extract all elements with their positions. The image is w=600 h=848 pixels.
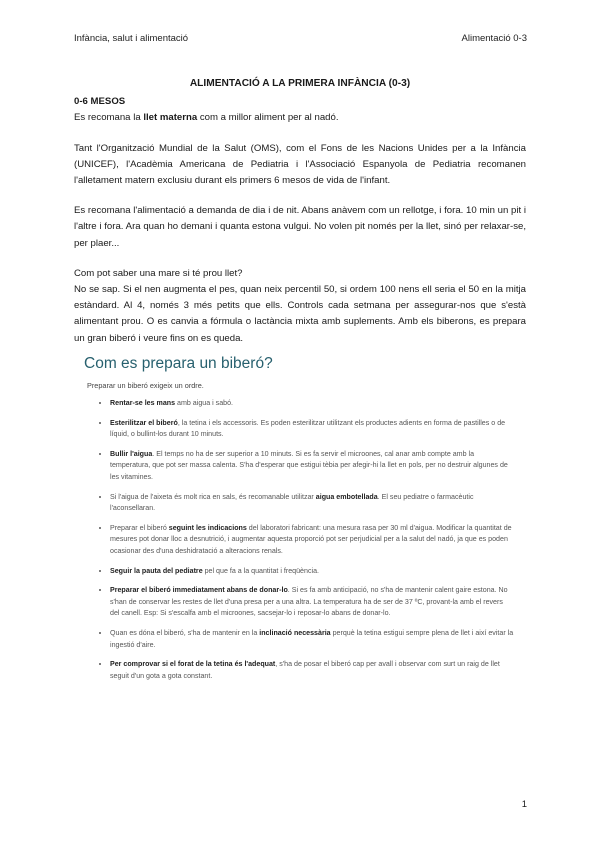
item-bold: Esterilitzar el biberó [110,418,178,427]
item-bold: Rentar-se les mans [110,399,176,407]
item-text: . Si es fa amb anticipació, no s'ha de mantenir calent gaire estona. No s'han de conservar les restes de llet d'una presa per a una altra. La temperatura ha de ser de 37 ºC, provant-la amb el revers del canell. Esp: Si s'escalfa amb el microones, sacsejar-lo i reposar-lo abans de donar-lo. [110,586,508,618]
item-bold: aigua embotellada [315,492,378,501]
item-text: pel que fa a la quantitat i freqüència. [202,566,319,575]
main-content [74,76,526,347]
embedded-biberon-guide [84,355,514,690]
list-item [110,523,514,558]
list-item [110,628,514,651]
list-item [110,449,514,484]
embed-intro: Preparar un biberó exigeix un ordre. [87,381,204,390]
item-text: . El temps no ha de ser superior a 10 minuts. Si es fa servir el microones, cal anar amb compte amb la temperatura, que pot ser massa calenta. S'ha d'esperar que estigui tèbia per afegir-hi la llet en pols, per no destruir algunes de les vitamines. [110,449,508,481]
item-text: , s'ha de posar el biberó cap per avall i observar com surt un raig de llet seguit d'un gota a gota constant. [110,660,500,680]
document-title: ALIMENTACIÓ A LA PRIMERA INFÀNCIA (0-3) [189,78,411,89]
list-item [110,492,514,515]
item-text: Quan es dóna el biberó, s'ha de mantenir en la [110,628,260,637]
intro-bold: llet materna [143,112,198,124]
item-bold: Per comprovar si el forat de la tetina és l'adequat [110,660,276,669]
list-item [110,418,514,441]
paragraph-answer: No se sap. Si el nen augmenta el pes, quan neix percentil 50, si ordem 100 nens ell seria el 50 en la mitja estàndard. Al 4, només 3 més petits que ells. Controls cada setmana per assegurar-nos que s'està alimentant prou. O es canvia a fórmula o lactància mixta amb suplements. Amb els biberons, es prepara un gran biberó i veure fins on es queda. [74,284,526,344]
list-item [110,398,514,410]
section-heading: 0-6 MESOS [74,96,126,108]
item-text: amb aigua i sabó. [175,399,234,407]
item-text: perquè la tetina estigui sempre plena de llet i així evitar la ingestió d'aire. [110,628,514,649]
embed-heading: Com es prepara un biberó? [84,355,273,372]
item-bold: Preparar el biberó immediatament abans de donar-lo [110,586,288,595]
intro-text-b: com a millor aliment per al nadó. [197,112,339,124]
header-right: Alimentació 0-3 [461,33,527,44]
list-item [110,659,514,682]
item-text: del laboratori fabricant: una mesura rasa per 30 ml d'aigua. Modificar la quantitat de mesures pot donar lloc a desnutrició, i augmentar aquesta proporció pot ser perjudicial per a la salut del nadó, ja que es poden ocasionar des d'una deshidratació a alteracions renals. [110,523,512,555]
item-bold: Seguir la pauta del pediatre [110,566,203,575]
list-item [110,585,514,620]
item-bold: inclinació necessària [259,628,331,637]
paragraph-demand: Es recomana l'alimentació a demanda de dia i de nit. Abans anàvem com un rellotge, i fora. 10 min un pit i l'altre i fora. Ara quan ho demani i quanta estona vulgui. No volen pit només per la llet, sinó per relaxar-se, per plaer... [74,205,526,249]
header-left: Infància, salut i alimentació [74,33,189,44]
item-text: . El seu pediatre o farmacèutic l'aconsellaran. [110,492,474,513]
question-heading: Com pot saber una mare si té prou llet? [74,267,243,279]
page-number: 1 [521,799,527,810]
item-text: , la tetina i els accessoris. Es poden esterilitzar utilitzant els productes adients en forma de pastilles o de líquid, o bullint-los durant 10 minuts. [110,418,506,439]
item-text: Preparar el biberó [110,523,169,532]
item-text: Si l'aigua de l'aixeta és molt rica en sals, és recomanable utilitzar [110,492,316,501]
item-bold: seguint les indicacions [168,523,247,532]
list-item [110,566,514,578]
intro-text-a: Es recomana la [74,112,144,124]
embed-list [84,398,514,682]
item-bold: Bullir l'aigua [110,449,153,458]
paragraph-intro [74,110,526,126]
paragraph-oms: Tant l'Organització Mundial de la Salut (OMS), com el Fons de les Nacions Unides per a la Infància (UNICEF), l'Acadèmia Americana de Pediatria i l'Associació Espanyola de Pediatria recomanen l'alletament matern exclusiu durant els primers 6 mesos de vida de l'infant. [74,142,526,187]
